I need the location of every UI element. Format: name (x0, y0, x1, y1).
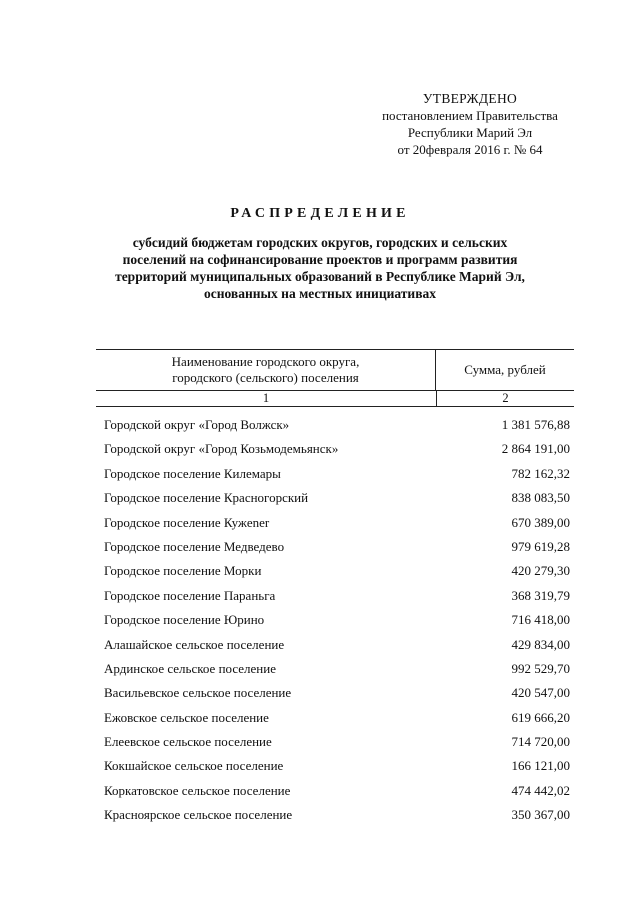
municipality-name: Елеевское сельское поселение (104, 734, 272, 750)
municipality-name: Городское поселение Медведево (104, 538, 285, 554)
header-name-column (96, 350, 436, 390)
approval-line-1: постановлением Правительства (382, 108, 558, 123)
header-amount-column: Сумма, рублей (464, 362, 546, 377)
table-row (104, 730, 570, 754)
municipality-name: Ардинское сельское поселение (104, 660, 276, 676)
municipality-name: Городское поселение Параньга (104, 587, 276, 603)
table-row (104, 584, 570, 608)
table-row (104, 535, 570, 559)
subsidy-amount: 619 666,20 (511, 709, 570, 725)
document-title: РАСПРЕДЕЛЕНИЕ (230, 206, 410, 221)
document-subtitle (100, 234, 540, 302)
decree-number: 64 (529, 142, 543, 157)
municipality-name: Красноярское сельское поселение (104, 807, 293, 823)
approved-heading: УТВЕРЖДЕНО (422, 91, 518, 106)
municipality-name: Городское поселение Юрино (104, 612, 265, 628)
subsidy-amount: 166 121,00 (511, 758, 570, 774)
table-row (104, 486, 570, 510)
municipality-name: Городское поселение Морки (104, 563, 262, 579)
subsidy-amount: 420 547,00 (511, 685, 570, 701)
table-row (104, 633, 570, 657)
table-row (104, 779, 570, 803)
subsidy-amount: 474 442,02 (511, 782, 570, 798)
municipality-name: Ежовское сельское поселение (104, 709, 269, 725)
header-name-line-2: городского (сельского) поселения (172, 370, 359, 385)
header-name-line-1: Наименование городского округа, (171, 354, 360, 369)
subsidy-amount: 979 619,28 (511, 538, 570, 554)
subsidy-amount: 1 381 576,88 (501, 417, 570, 432)
municipality-name: Городской округ «Город Козьмодемьянск» (104, 441, 339, 457)
subsidy-amount: 420 279,30 (511, 563, 570, 579)
table-row (104, 437, 570, 461)
table-row (104, 608, 570, 632)
subtitle-line: территорий муниципальных образований в Республике Марий Эл, (115, 269, 525, 284)
approval-stamp (350, 90, 590, 158)
table-row (104, 754, 570, 778)
table-row (104, 511, 570, 535)
table-row (104, 559, 570, 583)
column-number-1: 1 (96, 391, 437, 406)
table-row (104, 803, 570, 827)
column-number-2: 2 (502, 391, 509, 405)
table-row (104, 462, 570, 486)
municipality-name: Коркатовское сельское поселение (104, 782, 291, 798)
subsidy-amount: 992 529,70 (511, 660, 570, 676)
municipality-name: Городское поселение Кужener (104, 514, 270, 530)
table-row (104, 413, 570, 437)
municipality-name: Алашайское сельское поселение (104, 636, 285, 652)
table-row (104, 657, 570, 681)
subtitle-line: субсидий бюджетам городских округов, городских и сельских (132, 235, 508, 250)
municipality-name: Городское поселение Красногорский (104, 490, 309, 506)
date-day: 20 (412, 142, 426, 157)
municipality-name: Городской округ «Город Волжск» (104, 417, 290, 432)
municipality-name: Васильевское сельское поселение (104, 685, 292, 701)
date-rest: февраля 2016 г. № (425, 142, 527, 157)
subsidy-amount: 838 083,50 (511, 490, 570, 506)
date-prefix: от (397, 142, 410, 157)
subsidy-amount: 670 389,00 (511, 514, 570, 530)
subtitle-line: поселений на софинансирование проектов и программ развития (122, 252, 518, 267)
subsidy-amount: 350 367,00 (511, 807, 570, 823)
subsidy-amount: 2 864 191,00 (501, 441, 570, 457)
table-row (104, 681, 570, 705)
column-number-row (96, 391, 574, 407)
subsidy-amount: 716 418,00 (511, 612, 570, 628)
approval-date-line (350, 141, 590, 158)
subsidy-amount: 429 834,00 (511, 636, 570, 652)
subsidy-amount: 782 162,32 (511, 465, 570, 481)
table-body (104, 413, 570, 828)
subtitle-line: основанных на местных инициативах (203, 286, 436, 301)
subsidy-amount: 714 720,00 (511, 734, 570, 750)
header-row (96, 349, 574, 391)
municipality-name: Кокшайское сельское поселение (104, 758, 284, 774)
approval-line-2: Республики Марий Эл (407, 125, 533, 140)
table-header (96, 349, 574, 407)
subsidy-amount: 368 319,79 (511, 587, 570, 603)
municipality-name: Городское поселение Килемары (104, 465, 281, 481)
table-row (104, 706, 570, 730)
